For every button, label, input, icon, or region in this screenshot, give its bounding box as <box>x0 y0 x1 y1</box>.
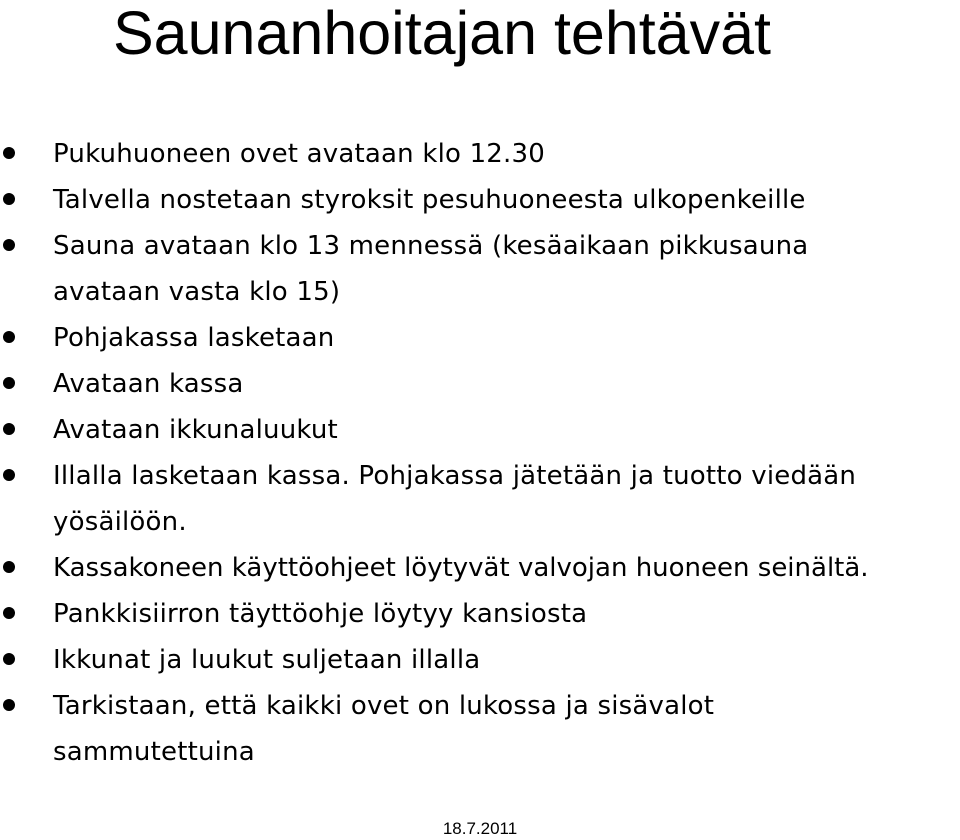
bullet-item <box>0 453 933 545</box>
bullet-text: Talvella nostetaan styroksit pesuhuoneesta ulkopenkeille <box>53 185 806 215</box>
bullet-text: Pohjakassa lasketaan <box>53 323 335 353</box>
bullet-item <box>0 177 960 223</box>
bullet-item <box>0 223 873 315</box>
bullet-item <box>0 407 960 453</box>
bullet-icon <box>3 147 15 159</box>
bullet-icon <box>3 331 15 343</box>
bullet-icon <box>3 699 15 711</box>
bullet-item <box>0 361 960 407</box>
bullet-icon <box>3 239 15 251</box>
bullet-item <box>0 131 960 177</box>
footer-date: 18.7.2011 <box>442 819 518 838</box>
bullet-text: Sauna avataan klo 13 mennessä (kesäaikaan pikkusauna avataan vasta klo 15) <box>53 231 809 307</box>
bullet-text: Ikkunat ja luukut suljetaan illalla <box>53 645 481 675</box>
bullet-item <box>0 591 960 637</box>
bullet-icon <box>3 469 15 481</box>
bullet-text: Avataan kassa <box>53 369 244 399</box>
bullet-icon <box>3 193 15 205</box>
bullet-item <box>0 637 960 683</box>
bullet-item <box>0 545 960 591</box>
bullet-icon <box>3 377 15 389</box>
bullet-text: Tarkistaan, että kaikki ovet on lukossa ja sisävalot sammutettuina <box>53 691 715 767</box>
bullet-icon <box>3 607 15 619</box>
bullet-icon <box>3 423 15 435</box>
bullet-text: Illalla lasketaan kassa. Pohjakassa jätetään ja tuotto viedään yösäilöön. <box>53 461 857 537</box>
bullet-text: Avataan ikkunaluukut <box>53 415 338 445</box>
bullet-text: Pankkisiirron täyttöohje löytyy kansiosta <box>53 599 588 629</box>
slide-title: Saunanhoitajan tehtävät <box>113 0 771 67</box>
bullet-item <box>0 683 813 775</box>
bullet-list <box>0 131 960 775</box>
bullet-item <box>0 315 960 361</box>
bullet-text: Kassakoneen käyttöohjeet löytyvät valvojan huoneen seinältä. <box>53 553 869 583</box>
bullet-text: Pukuhuoneen ovet avataan klo 12.30 <box>53 139 546 169</box>
bullet-icon <box>3 561 15 573</box>
bullet-icon <box>3 653 15 665</box>
